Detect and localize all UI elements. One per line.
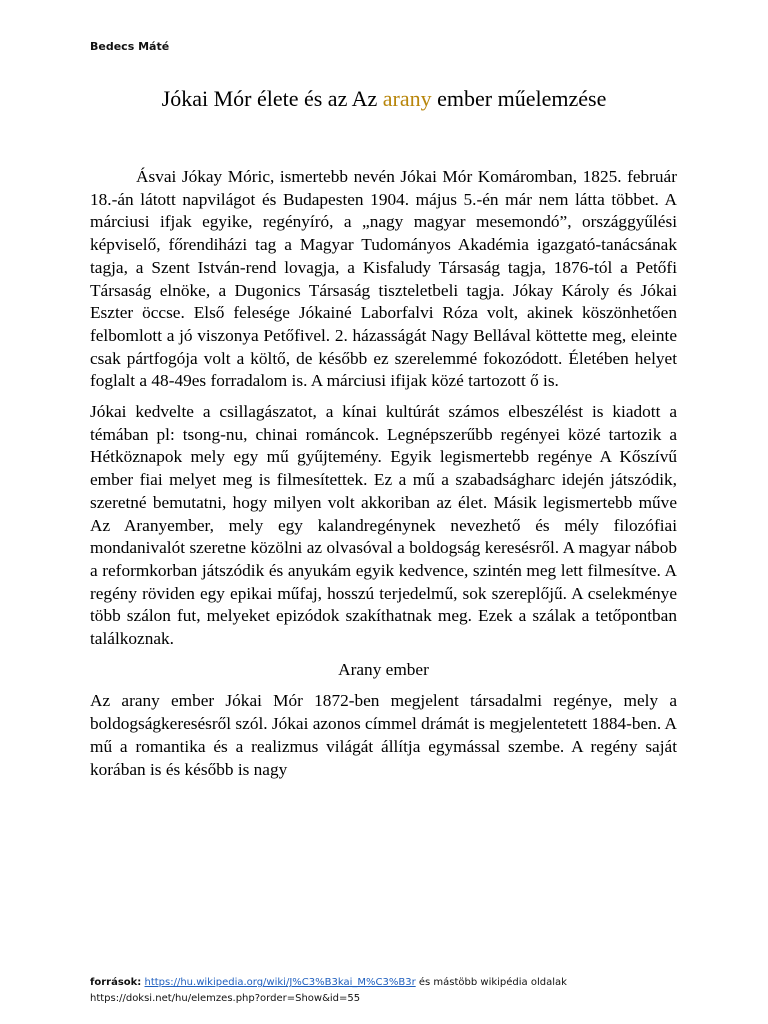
title-text-before: Jókai Mór élete és az Az	[161, 86, 383, 111]
title-highlight-word: arany	[382, 86, 432, 111]
doksi-link-text: https://doksi.net/hu/elemzes.php?order=Show&id=55	[90, 993, 361, 1004]
sources-line	[90, 975, 567, 991]
wikipedia-link[interactable]: https://hu.wikipedia.org/wiki/J%C3%B3kai_M%C3%B3r	[144, 977, 416, 988]
sources-label: források:	[90, 977, 142, 988]
title-text-after: ember műelemzése	[431, 86, 607, 111]
author-name: Bedecs Máté	[90, 40, 170, 53]
paragraph-arany-ember: Az arany ember Jókai Mór 1872-ben megjelent társadalmi regénye, mely a boldogságkeresésről szól. Jókai azonos címmel drámát is megjelentetett 1884-ben. A mű a romantika és a realizmus világát állítja egymással szembe. A regény saját korában is és később is nagy	[90, 691, 677, 779]
document-body	[90, 166, 677, 789]
paragraph-biography: Ásvai Jókay Móric, ismertebb nevén Jókai Mór Komáromban, 1825. február 18.-án látott napvilágot és Budapesten 1904. május 5.-én már nem látta többet. A márciusi ifjak egyike, regényíró, a „nagy magyar mesemondó”, országgyűlési képviselő, főrendiházi tag a Magyar Tudományos Akadémia igazgató-tanácsának tagja, a Szent István-rend lovagja, a Kisfaludy Társaság tagja, 1876-tól a Petőfi Társaság elnöke, a Dugonics Társaság tiszteletbeli tagja. Jókay Károly és Jókai Eszter öccse. Első felesége Jókainé Laborfalvi Róza volt, akinek köszönhetően felbomlott a jó viszonya Petőfivel. 2. házasságát Nagy Bellával köttette meg, eleinte csak pártfogója volt a költő, de később ez szerelemmé fokozódott. Életében helyet foglalt a 48-49es forradalom is. A márciusi ifijak közé tartozott ő is.	[90, 167, 677, 391]
page-title	[0, 86, 768, 112]
paragraph-works: Jókai kedvelte a csillagászatot, a kínai kultúrát számos elbeszélést is kiadott a témában pl: tsong-nu, chinai románcok. Legnépszerűbb regényei közé tartozik a Hétköznapok mely egy mű gyűjtemény. Egyik legismertebb regénye A Kőszívű ember fiai melyet meg is filmesítettek. Ez a mű a szabadságharc idején játszódik, szeretné bemutatni, hogy milyen volt akkoriban az élet. Másik legismertebb műve Az Aranyember, mely egy kalandregénynek nevezhető és mély filozófiai mondanivalót szeretne közölni az olvasóval a boldogság keresésről. A magyar nábob a reformkorban játszódik és anyukám egyik kedvence, szintén meg lett filmesítve. A regény röviden egy epikai műfaj, hosszú terjedelmű, sok szereplőjű. A cselekménye több szálon fut, melyeket epizódok szakíthatnak meg. Ezek a szálak a tetőpontban találkoznak.	[90, 402, 677, 649]
sources-footer	[90, 975, 567, 1007]
section-heading: Arany ember	[338, 659, 429, 679]
sources-note: és mástöbb wikipédia oldalak	[415, 977, 567, 988]
